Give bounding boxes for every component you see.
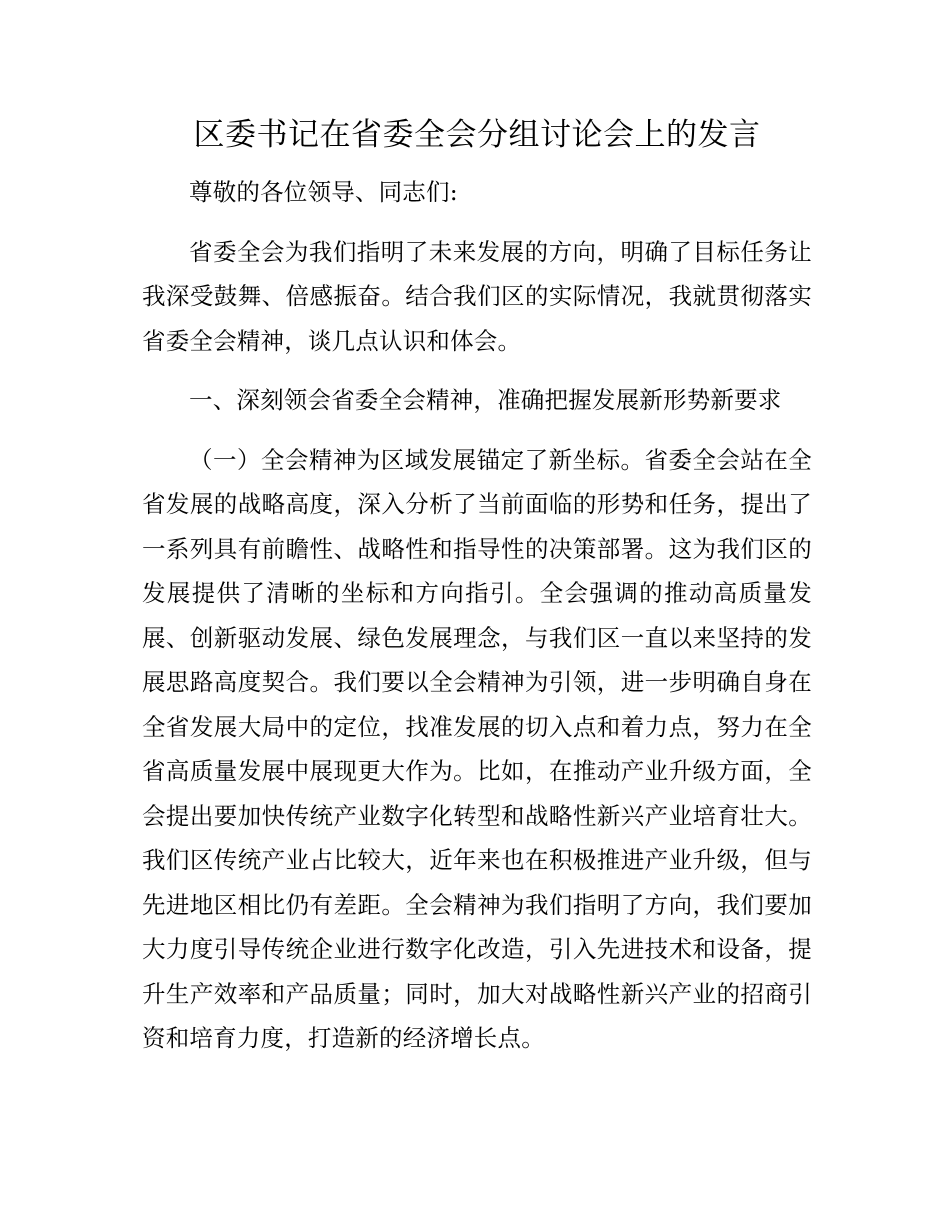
document-title: 区委书记在省委全会分组讨论会上的发言 bbox=[193, 117, 761, 153]
paragraph-intro: 省委全会为我们指明了未来发展的方向，明确了目标任务让我深受鼓舞、倍感振奋。结合我们区的实际情况，我就贯彻落实省委全会精神，谈几点认识和体会。 bbox=[142, 237, 812, 355]
section-heading-1: 一、深刻领会省委全会精神，准确把握发展新形势新要求 bbox=[189, 386, 782, 414]
document-page bbox=[142, 112, 812, 1061]
paragraph-section-1-1: （一）全会精神为区域发展锚定了新坐标。省委全会站在全省发展的战略高度，深入分析了当前面临的形势和任务，提出了一系列具有前瞻性、战略性和指导性的决策部署。这为我们区的发展提供了清晰的坐标和方向指引。全会强调的推动高质量发展、创新驱动发展、绿色发展理念，与我们区一直以来坚持的发展思路高度契合。我们要以全会精神为引领，进一步明确自身在全省发展大局中的定位，找准发展的切入点和着力点，努力在全省高质量发展中展现更大作为。比如，在推动产业升级方面，全会提出要加快传统产业数字化转型和战略性新兴产业培育壮大。我们区传统产业占比较大，近年来也在积极推进产业升级，但与先进地区相比仍有差距。全会精神为我们指明了方向，我们要加大力度引导传统企业进行数字化改造，引入先进技术和设备，提升生产效率和产品质量；同时，加大对战略性新兴产业的招商引资和培育力度，打造新的经济增长点。 bbox=[142, 445, 812, 1052]
salutation: 尊敬的各位领导、同志们: bbox=[189, 178, 458, 206]
